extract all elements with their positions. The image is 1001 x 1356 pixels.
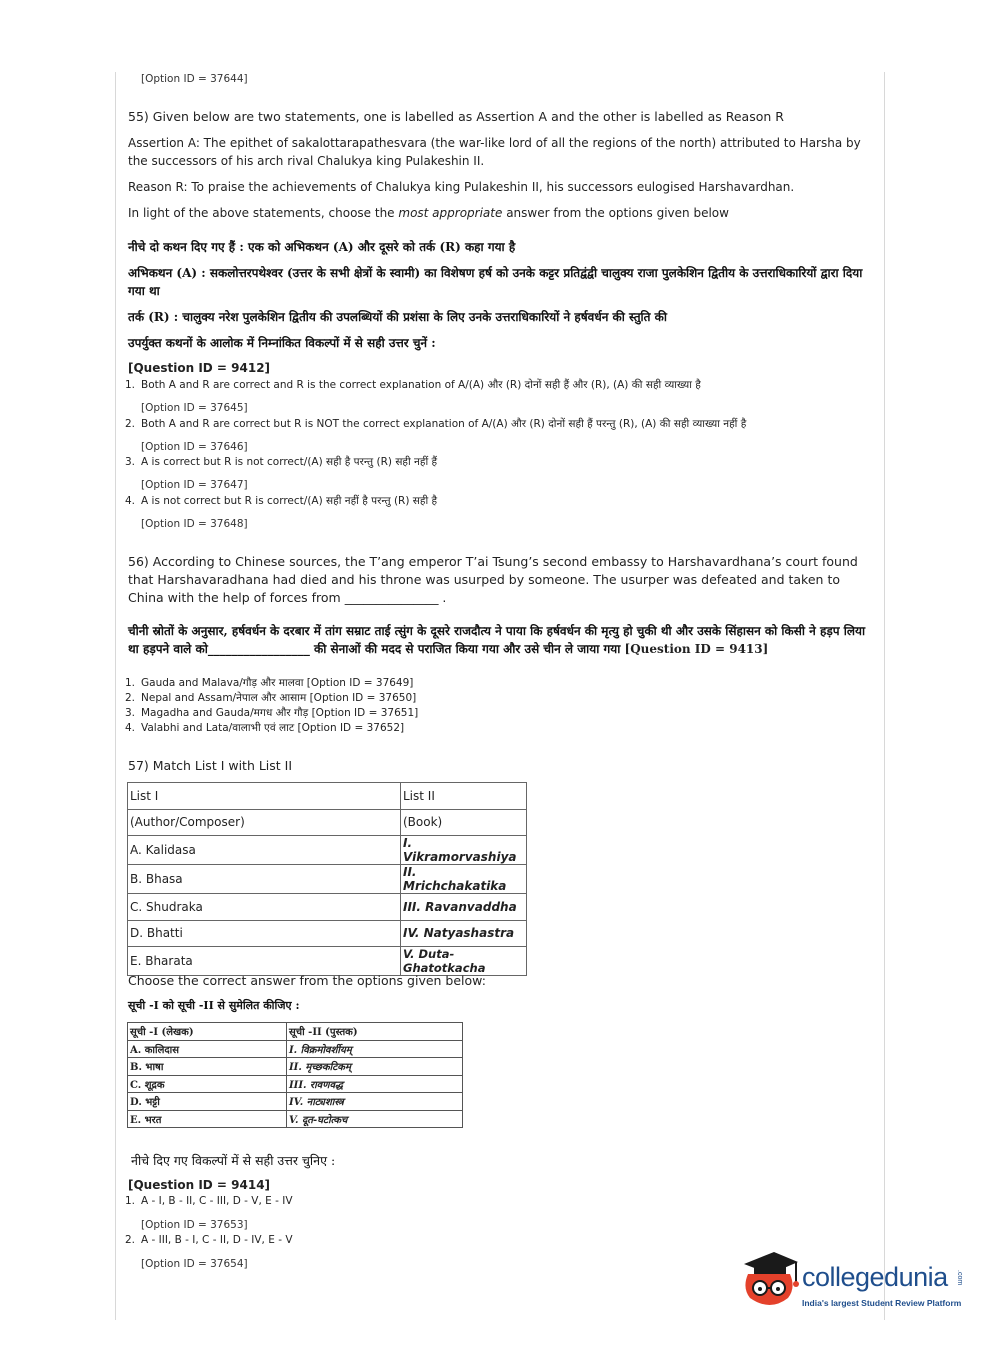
table-cell: I. विक्रमोवर्शीयम् xyxy=(287,1040,463,1058)
table-cell: (Author/Composer) xyxy=(128,809,401,836)
table-row xyxy=(128,1040,463,1058)
table-cell: (Book) xyxy=(401,809,527,836)
q56-option-3[interactable]: 3. Magadha and Gauda/मगध और गौड़ [Option ID = 37651] xyxy=(125,707,419,719)
table-cell: List II xyxy=(401,783,527,810)
table-row xyxy=(128,809,527,836)
q55-reason: Reason R: To praise the achievements of Chalukya king Pulakeshin II, his successors eulogised Harshavardhan. xyxy=(128,180,795,194)
page-left-rule xyxy=(115,72,116,1320)
table-cell: D. भट्टी xyxy=(128,1093,287,1111)
q55-option-1[interactable]: 1. Both A and R are correct and R is the correct explanation of A/(A) और (R) दोनों सही हैं और (R), (A) की सही व्याख्या है xyxy=(125,379,701,391)
q56-options xyxy=(125,676,418,736)
q57-hindi-heading: सूची -I को सूची -II से सुमेलित कीजिए : xyxy=(128,999,300,1012)
table-cell: C. Shudraka xyxy=(128,894,401,921)
table-cell: E. भरत xyxy=(128,1110,287,1128)
table-cell: List I xyxy=(128,783,401,810)
mascot-icon xyxy=(740,1248,800,1310)
logo-com: .com xyxy=(956,1270,963,1286)
table-cell: C. शूद्रक xyxy=(128,1075,287,1093)
q57-hindi-table xyxy=(127,1022,463,1128)
table-cell: A. Kalidasa xyxy=(128,836,401,865)
q56-option-4[interactable]: 4. Valabhi and Lata/वालाभी एवं लाट [Option ID = 37652] xyxy=(125,722,405,734)
q57-option-1[interactable]: 1. A - I, B - II, C - III, D - V, E - IV xyxy=(125,1195,293,1207)
q57-english-table xyxy=(127,782,527,976)
page-right-rule xyxy=(884,72,885,1320)
q57-heading: 57) Match List I with List II xyxy=(128,758,293,773)
table-row xyxy=(128,836,527,865)
table-cell: II. मृच्छकटिकम् xyxy=(287,1058,463,1076)
q57-option-2-id: [Option ID = 37654] xyxy=(141,1258,248,1270)
table-cell: IV. नाट्यशास्त्र xyxy=(287,1093,463,1111)
table-cell: A. कालिदास xyxy=(128,1040,287,1058)
table-row xyxy=(128,1058,463,1076)
table-cell: सूची -I (लेखक) xyxy=(128,1023,287,1041)
q57-option-1-id: [Option ID = 37653] xyxy=(141,1219,248,1231)
q57-hindi-choose: नीचे दिए गए विकल्पों में से सही उत्तर चुनिए : xyxy=(131,1153,336,1168)
table-cell: III. Ravanvaddha xyxy=(401,894,527,921)
table-row xyxy=(128,920,527,947)
q55-option-1-id: [Option ID = 37645] xyxy=(141,402,248,414)
q56-option-1[interactable]: 1. Gauda and Malava/गौड़ और मालवा [Option ID = 37649] xyxy=(125,677,414,689)
table-cell: I. Vikramorvashiya xyxy=(401,836,527,865)
q56-heading: 56) According to Chinese sources, the T’ang emperor T’ai Tsung’s second embassy to Harshavardhana’s court found that Harshavaradhana had died and his throne was usurped by someone. The usurper was defeated and taken to China with the help of forces from _______________ . xyxy=(128,554,858,605)
q56-hindi: चीनी स्रोतों के अनुसार, हर्षवर्धन के दरबार में तांग सम्राट ताई त्सुंग के दूसरे राजदौत्य ने पाया कि हर्षवर्धन की मृत्यु हो चुकी थी और उसके सिंहासन को किसी ने हड़प लिया था हड़पने वाले को_________________ की सेनाओं की मदद से पराजित किया गया और उसे चीन ले जाया गया [Question ID = 9413] xyxy=(128,624,866,656)
q55-option-2-id: [Option ID = 37646] xyxy=(141,441,248,453)
q57-option-2[interactable]: 2. A - III, B - I, C - II, D - IV, E - V xyxy=(125,1234,293,1246)
q55-hindi-assertion: अभिकथन (A) : सकलोत्तरपथेश्वर (उत्तर के सभी क्षेत्रों के स्वामी) का विशेषण हर्ष को उनके कट्टर प्रतिद्वंद्वी चालुक्य राजा पुलकेशिन द्वितीय के उत्तराधिकारियों द्वारा दिया गया था xyxy=(128,266,863,298)
table-row xyxy=(128,865,527,894)
table-cell: B. भाषा xyxy=(128,1058,287,1076)
q57-question-id: [Question ID = 9414] xyxy=(128,1178,271,1192)
q55-option-4-id: [Option ID = 37648] xyxy=(141,518,248,530)
collegedunia-logo[interactable] xyxy=(740,1248,970,1314)
logo-tagline: India's largest Student Review Platform xyxy=(802,1298,962,1308)
q55-instruction: In light of the above statements, choose the most appropriate answer from the options given below xyxy=(128,206,729,220)
table-cell: E. Bharata xyxy=(128,947,401,976)
q55-option-3[interactable]: 3. A is correct but R is not correct/(A) सही है परन्तु (R) सही नहीं हैं xyxy=(125,456,438,468)
table-row xyxy=(128,1075,463,1093)
table-cell: सूची -II (पुस्तक) xyxy=(287,1023,463,1041)
q56-option-2[interactable]: 2. Nepal and Assam/नेपाल और आसाम [Option ID = 37650] xyxy=(125,692,417,704)
table-cell: III. रावणवद्ध xyxy=(287,1075,463,1093)
q57-choose: Choose the correct answer from the options given below: xyxy=(128,973,486,988)
previous-option-id: [Option ID = 37644] xyxy=(141,73,248,85)
table-cell: V. दूत-घटोत्कच xyxy=(287,1110,463,1128)
q55-question-id: [Question ID = 9412] xyxy=(128,361,271,375)
q55-option-2[interactable]: 2. Both A and R are correct but R is NOT the correct explanation of A/(A) और (R) दोनों सही हैं परन्तु (R), (A) की सही व्याख्या नहीं है xyxy=(125,418,747,430)
table-row xyxy=(128,894,527,921)
table-row xyxy=(128,1023,463,1041)
q55-hindi-instruction: उपर्युक्त कथनों के आलोक में निम्नांकित विकल्पों में से सही उत्तर चुनें : xyxy=(128,336,436,350)
q55-option-4[interactable]: 4. A is not correct but R is correct/(A) सही नहीं है परन्तु (R) सही है xyxy=(125,495,438,507)
table-cell: IV. Natyashastra xyxy=(401,920,527,947)
table-cell: V. Duta-Ghatotkacha xyxy=(401,947,527,976)
table-row xyxy=(128,1093,463,1111)
q55-hindi-heading: नीचे दो कथन दिए गए हैं : एक को अभिकथन (A) और दूसरे को तर्क (R) कहा गया है xyxy=(128,240,516,254)
table-row xyxy=(128,1110,463,1128)
q55-heading: 55) Given below are two statements, one is labelled as Assertion A and the other is labelled as Reason R xyxy=(128,109,784,124)
table-cell: D. Bhatti xyxy=(128,920,401,947)
table-cell: B. Bhasa xyxy=(128,865,401,894)
q55-assertion: Assertion A: The epithet of sakalottarapathesvara (the war-like lord of all the regions of the north) attributed to Harsha by the successors of his arch rival Chalukya king Pulakeshin II. xyxy=(128,136,861,168)
q55-hindi-reason: तर्क (R) : चालुक्य नरेश पुलकेशिन द्वितीय की उपलब्धियों की प्रशंसा के लिए उनके उत्तराधिकारियों ने हर्षवर्धन की स्तुति की xyxy=(128,310,667,324)
logo-wordmark: collegedunia xyxy=(802,1262,948,1292)
q55-option-3-id: [Option ID = 37647] xyxy=(141,479,248,491)
table-cell: II. Mrichchakatika xyxy=(401,865,527,894)
table-row xyxy=(128,783,527,810)
